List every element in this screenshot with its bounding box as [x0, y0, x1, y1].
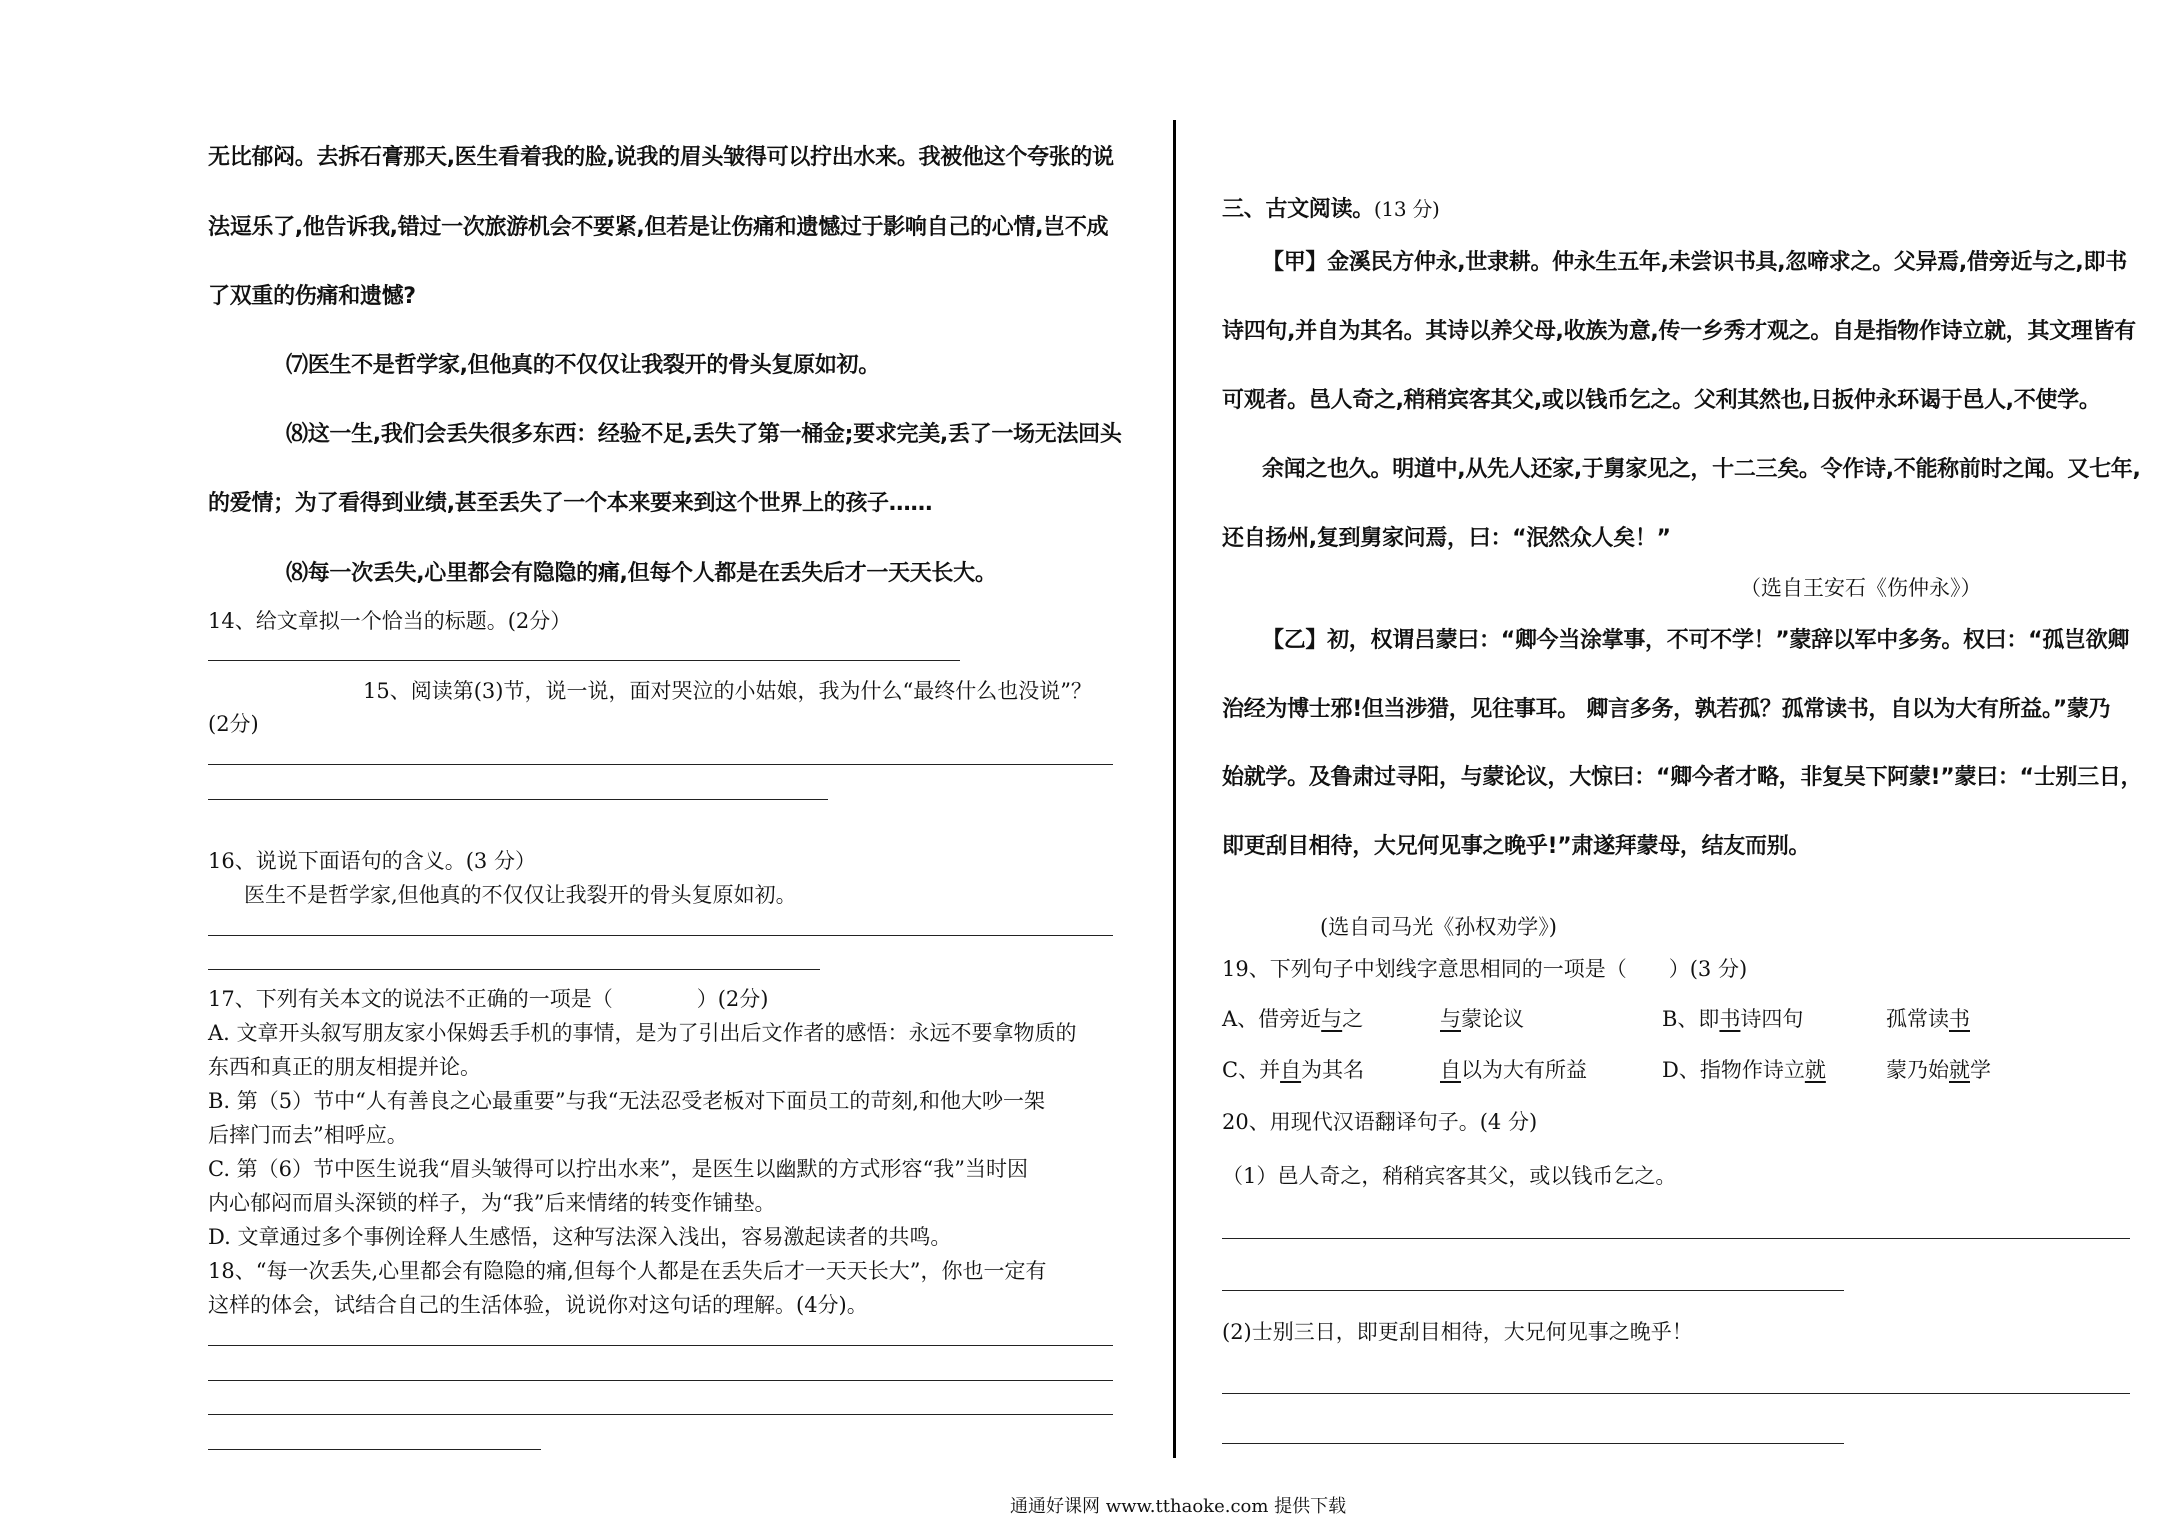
section-title-text: 三、古文阅读。	[1222, 197, 1374, 222]
question-15-score: (2分)	[208, 712, 259, 736]
yi-line: 始就学。及鲁肃过寻阳，与蒙论议，大惊曰：“卿今者才略，非复吴下阿蒙!”蒙曰：“士别三日，	[1222, 765, 2143, 790]
answer-line[interactable]	[208, 1380, 1113, 1381]
passage-line: 无比郁闷。去拆石膏那天,医生看着我的脸,说我的眉头皱得可以拧出水来。我被他这个夸张的说	[208, 145, 1114, 170]
question-18: 18、“每一次丢失,心里都会有隐隐的痛,但每个人都是在丢失后才一天天长大”，你也一定有	[208, 1259, 1047, 1283]
section-title	[1222, 192, 1440, 223]
question-17-line: 后摔门而去”相呼应。	[208, 1123, 408, 1147]
yi-line: 即更刮目相待，大兄何见事之晚乎!”肃遂拜蒙母，结友而别。	[1222, 834, 1811, 859]
option-d2: 蒙乃始就学	[1886, 1058, 1991, 1082]
option-c1: C、并自为其名	[1222, 1058, 1365, 1082]
yi-line: 【乙】初，权谓吕蒙曰：“卿今当涂掌事，不可不学！”蒙辞以军中多务。权曰：“孤岂欲卿	[1262, 628, 2130, 653]
question-17-line: B. 第（5）节中“人有善良之心最重要”与我“无法忍受老板对下面员工的苛刻,和他大吵一架	[208, 1089, 1046, 1113]
question-16: 16、说说下面语句的含义。(3 分）	[208, 849, 536, 873]
passage-paragraph-8: ⑻这一生,我们会丢失很多东西：经验不足,丢失了第一桶金;要求完美,丢了一场无法回头	[286, 422, 1122, 447]
yi-line: 治经为博士邪!但当涉猎，见往事耳。 卿言多务，孰若孤？孤常读书，自以为大有所益。”蒙乃	[1222, 697, 2111, 722]
option-d1: D、指物作诗立就	[1662, 1058, 1826, 1082]
answer-line[interactable]	[208, 969, 820, 970]
passage-line: 的爱情；为了看得到业绩,甚至丢失了一个本来要来到这个世界上的孩子……	[208, 491, 933, 516]
answer-line[interactable]	[208, 660, 960, 661]
option-c2: 自以为大有所益	[1440, 1058, 1587, 1082]
passage-paragraph-9: ⑻每一次丢失,心里都会有隐隐的痛,但每个人都是在丢失后才一天天长大。	[286, 561, 997, 586]
footer-watermark: 通通好课网 www.tthaoke.com 提供下载	[1010, 1496, 1347, 1517]
answer-line[interactable]	[208, 764, 1113, 765]
answer-line[interactable]	[1222, 1393, 2130, 1394]
question-17-line: D. 文章通过多个事例诠释人生感悟，这种写法深入浅出，容易激起读者的共鸣。	[208, 1225, 952, 1249]
question-20-2: (2)士别三日，即更刮目相待，大兄何见事之晚乎！	[1222, 1320, 1693, 1344]
yi-source: (选自司马光《孙权劝学》)	[1320, 915, 1557, 939]
passage-line: 了双重的伤痛和遗憾?	[208, 284, 416, 309]
jia-line: 诗四句,并自为其名。其诗以养父母,收族为意,传一乡秀才观之。自是指物作诗立就，其文理皆有	[1222, 319, 2136, 344]
option-a2: 与蒙论议	[1440, 1007, 1524, 1031]
answer-line[interactable]	[1222, 1238, 2130, 1239]
question-17-line: C. 第（6）节中医生说我“眉头皱得可以拧出水来”，是医生以幽默的方式形容“我”当时因	[208, 1157, 1028, 1181]
option-b2: 孤常读书	[1886, 1007, 1970, 1031]
question-18-line: 这样的体会，试结合自己的生活体验，说说你对这句话的理解。(4分)。	[208, 1293, 868, 1317]
option-b1: B、即书诗四句	[1662, 1007, 1804, 1031]
question-17: 17、下列有关本文的说法不正确的一项是（ ）(2分)	[208, 987, 769, 1011]
question-19: 19、下列句子中划线字意思相同的一项是（ ）(3 分)	[1222, 957, 1748, 981]
answer-line[interactable]	[208, 1345, 1113, 1346]
column-divider	[1173, 120, 1176, 1458]
answer-line[interactable]	[1222, 1443, 1844, 1444]
question-20: 20、用现代汉语翻译句子。(4 分)	[1222, 1110, 1538, 1134]
question-15: 15、阅读第(3)节，说一说，面对哭泣的小姑娘，我为什么“最终什么也没说”？	[363, 679, 1092, 703]
jia-line: 【甲】金溪民方仲永,世隶耕。仲永生五年,未尝识书具,忽啼求之。父异焉,借旁近与之,即书	[1262, 250, 2127, 275]
answer-line[interactable]	[208, 799, 828, 800]
answer-line[interactable]	[1222, 1290, 1844, 1291]
question-17-line: 内心郁闷而眉头深锁的样子，为“我”后来情绪的转变作铺垫。	[208, 1191, 776, 1215]
question-17-line: A. 文章开头叙写朋友家小保姆丢手机的事情，是为了引出后文作者的感悟：永远不要拿物质的	[208, 1021, 1077, 1045]
question-20-1: （1）邑人奇之，稍稍宾客其父，或以钱币乞之。	[1222, 1164, 1677, 1188]
passage-paragraph-7: ⑺医生不是哲学家,但他真的不仅仅让我裂开的骨头复原如初。	[286, 353, 880, 378]
section-score: (13 分)	[1373, 197, 1440, 221]
jia-line: 还自扬州,复到舅家问焉，曰：“泯然众人矣！”	[1222, 526, 1671, 551]
answer-line[interactable]	[208, 1414, 1113, 1415]
jia-line: 可观者。邑人奇之,稍稍宾客其父,或以钱币乞之。父利其然也,日扳仲永环谒于邑人,不使学。	[1222, 388, 2101, 413]
question-17-line: 东西和真正的朋友相提并论。	[208, 1055, 481, 1079]
question-16-quote: 医生不是哲学家,但他真的不仅仅让我裂开的骨头复原如初。	[244, 883, 797, 907]
passage-line: 法逗乐了,他告诉我,错过一次旅游机会不要紧,但若是让伤痛和遗憾过于影响自己的心情,岂不成	[208, 215, 1109, 240]
answer-line[interactable]	[208, 1449, 541, 1450]
question-14: 14、给文章拟一个恰当的标题。(2分）	[208, 609, 572, 633]
answer-line[interactable]	[208, 935, 1113, 936]
jia-line: 余闻之也久。明道中,从先人还家,于舅家见之，十二三矣。令作诗,不能称前时之闻。又七年,	[1262, 457, 2141, 482]
option-a1: A、借旁近与之	[1222, 1007, 1364, 1031]
jia-source: （选自王安石《伤仲永》）	[1740, 576, 1982, 600]
